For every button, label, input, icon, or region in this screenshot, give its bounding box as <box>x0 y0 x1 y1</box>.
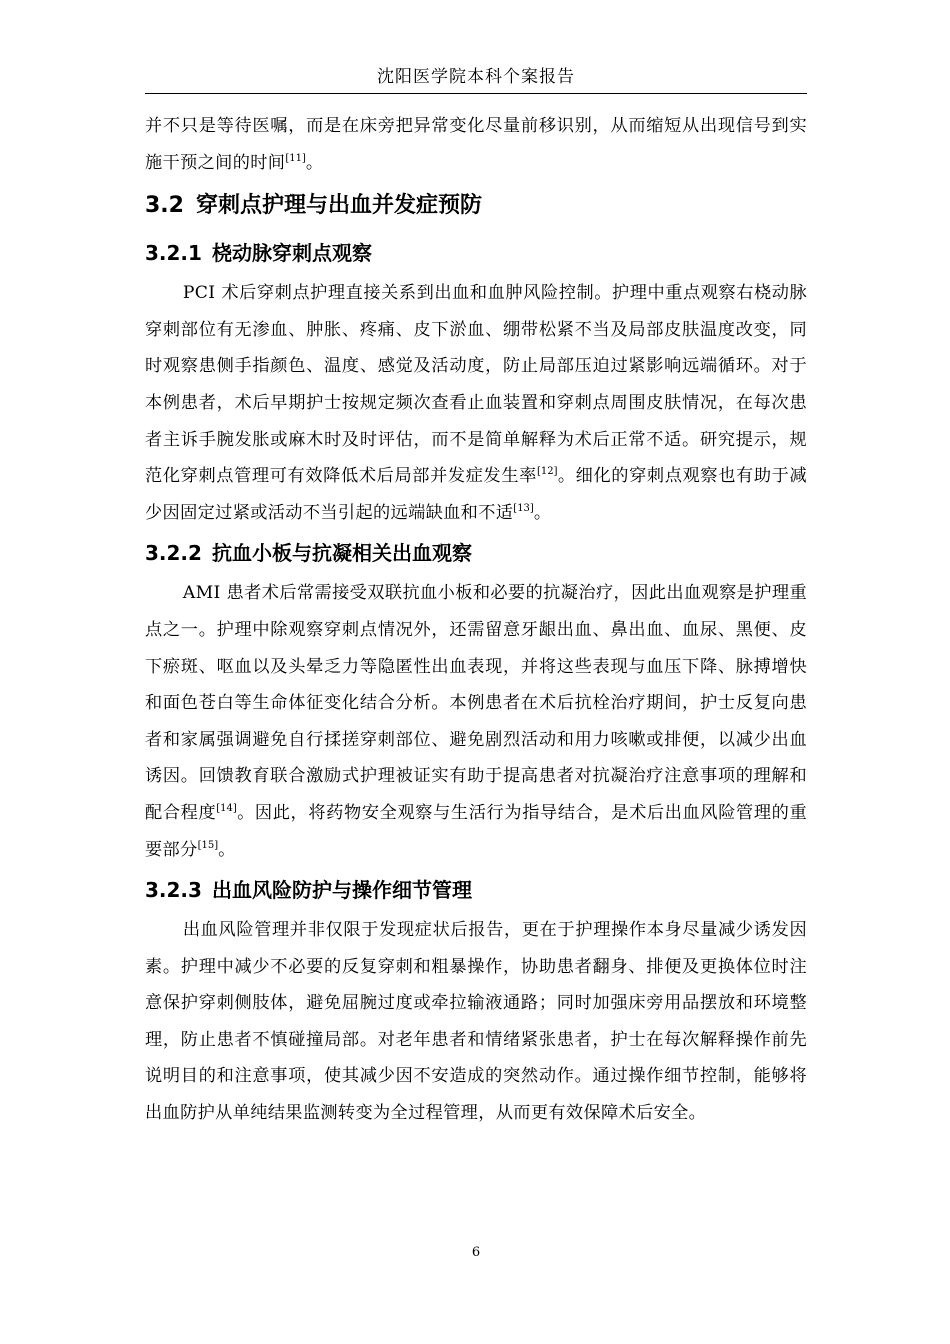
citation-13: [13] <box>513 502 534 514</box>
paragraph-3-2-1 <box>145 275 807 531</box>
intro-end: 。 <box>305 152 324 173</box>
citation-15: [15] <box>197 839 219 851</box>
paragraph-3-2-3: 出血风险管理并非仅限于发现症状后报告，更在于护理操作本身尽量减少诱发因素。护理中减少不必要的反复穿刺和粗暴操作，协助患者翻身、排便及更换体位时注意保护穿刺侧肢体，避免屈腕过度或牵拉输液通路；同时加强床旁用品摆放和环境整理，防止患者不慎碰撞局部。对老年患者和情绪紧张患者，护士在每次解释操作前先说明目的和注意事项，使其减少因不安造成的突然动作。通过操作细节控制，能够将出血防护从单纯结果监测转变为全过程管理，从而更有效保障术后安全。 <box>145 920 807 1124</box>
page-body <box>145 108 807 1132</box>
section-3-2-1-heading <box>145 231 807 275</box>
subsection-title: 抗血小板与抗凝相关出血观察 <box>211 541 472 566</box>
citation-14: [14] <box>216 802 237 814</box>
page-header: 沈阳医学院本科个案报告 <box>377 67 575 87</box>
paragraph-text: 。因此，将药物安全观察与生活行为指导结合，是术后出血风险管理的重要部分 <box>145 802 808 860</box>
paragraph-text: 。细化的穿刺点观察也有助于减少因固定过紧或活动不当引起的远端缺血和不适 <box>145 466 808 523</box>
subsection-number: 3.2.1 <box>145 241 202 266</box>
section-3-2-heading <box>145 181 807 231</box>
header-rule <box>145 93 807 94</box>
section-title: 穿刺点护理与出血并发症预防 <box>195 193 482 219</box>
paragraph-end: 。 <box>218 839 236 860</box>
subsection-number: 3.2.2 <box>145 541 202 566</box>
subsection-number: 3.2.3 <box>145 878 202 903</box>
intro-paragraph <box>145 108 807 181</box>
paragraph-3-2-2 <box>145 575 807 868</box>
section-3-2-2-heading <box>145 531 807 575</box>
paragraph-text: AMI 患者术后常需接受双联抗血小板和必要的抗凝治疗，因此出血观察是护理重点之一。护理中除观察穿刺点情况外，还需留意牙龈出血、鼻出血、血尿、黑便、皮下瘀斑、呕血以及头晕乏力等隐匿性出血表现，并将这些表现与血压下降、脉搏增快和面色苍白等生命体征变化结合分析。本例患者在术后抗栓治疗期间，护士反复向患者和家属强调避免自行揉搓穿刺部位、避免剧烈活动和用力咳嗽或排便，以减少出血诱因。回馈教育联合激励式护理被证实有助于提高患者对抗凝治疗注意事项的理解和配合程度 <box>145 583 807 823</box>
section-3-2-3-heading <box>145 868 807 912</box>
page-number: 6 <box>471 1245 481 1260</box>
paragraph-end: 。 <box>533 502 552 523</box>
paragraph-text: PCI 术后穿刺点护理直接关系到出血和血肿风险控制。护理中重点观察右桡动脉穿刺部位有无渗血、肿胀、疼痛、皮下淤血、绷带松紧不当及局部皮肤温度改变，同时观察患侧手指颜色、温度、感觉及活动度，防止局部压迫过紧影响远端循环。对于本例患者，术后早期护士按规定频次查看止血装置和穿刺点周围皮肤情况，在每次患者主诉手腕发胀或麻木时及时评估，而不是简单解释为术后正常不适。研究提示，规范化穿刺点管理可有效降低术后局部并发症发生率 <box>145 283 807 487</box>
subsection-title: 出血风险防护与操作细节管理 <box>211 878 472 903</box>
intro-text: 并不只是等待医嘱，而是在床旁把异常变化尽量前移识别，从而缩短从出现信号到实施干预之间的时间 <box>145 116 807 173</box>
subsection-title: 桡动脉穿刺点观察 <box>211 241 372 266</box>
citation-11: [11] <box>285 152 306 164</box>
citation-12: [12] <box>537 466 558 478</box>
section-number: 3.2 <box>145 193 184 219</box>
